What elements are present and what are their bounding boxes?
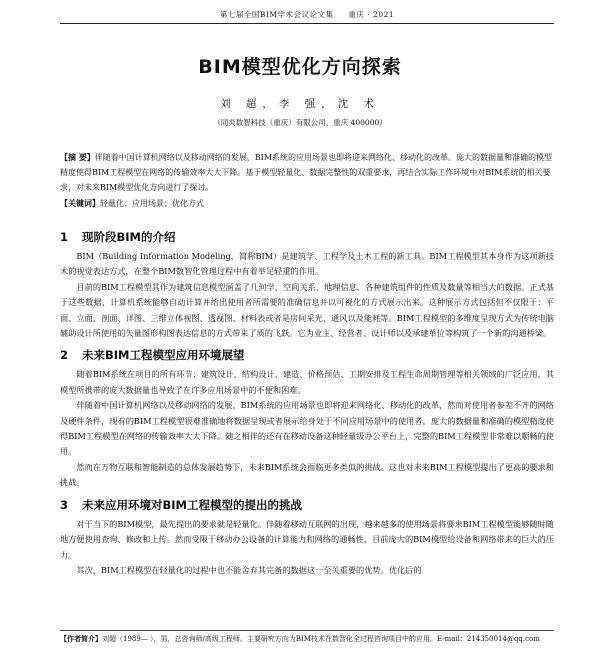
article-body [60, 150, 554, 578]
abstract-text: 伴随着中国计算机网络以及移动网络的发展，BIM系统的应用场景也即将迎来网络化、移动化的改革。庞大的数据量和准确的模型精度使得BIM工程模型在网络的传输效率大大下降。基于模型轻量化、数据完整性的双重要求，再结合实际工作环境中对BIM系统的相关要求，对未来BIM模型优化方向进行了探讨。 [60, 153, 553, 192]
keywords [60, 197, 554, 211]
paragraph: BIM（Building Information Modeling，简称BIM）是建筑学、工程学及土木工程的新工具。BIM工程模型其本身作为这项新技术的视觉表达方式，在整个BIM数智化管理过程中有着举足轻重的作用。 [60, 251, 554, 277]
conference-name: 第七届全国BIM学术会议论文集 [219, 10, 334, 19]
section-2 [60, 347, 554, 490]
footnote-text: 刘超（1989— ），男，总咨询师/高级工程师。主要研究方向为BIM技术在数智化全过程咨询项目中的应用。E-mail：214350014@qq.com [102, 635, 540, 643]
section-title: 未来应用环境对BIM工程模型的提出的挑战 [82, 497, 302, 512]
paragraph: 然而在万物互联和智能制造的总体发展趋势下，未来BIM系统会面临更多类似的挑战。这也对未来BIM工程模型提出了更高的要求和挑战。 [60, 461, 554, 488]
keywords-text: 轻量化；应用场景；优化方式 [100, 199, 204, 208]
paragraph: 伴随着中国计算机网络以及移动网络的发展，BIM系统的应用场景也即将迎来网络化、移动化的改革，然而对使用者参差不齐的网络及硬件条件，现有的BIM工程模型很难准确地将数据呈现或者展示给身处于不同应用场景中的使用者。庞大的数据量和准确的模型精度使得BIM工程模型在网络的传输效率大大下降。随之相伴的还有在移动设备这种轻量级办公平台上，完整的BIM工程模型非常难以顺畅的使用。 [60, 400, 554, 457]
section-heading [60, 497, 554, 513]
section-heading [60, 229, 554, 245]
section-3 [60, 497, 554, 579]
running-header [60, 9, 554, 24]
author-footnote [60, 630, 554, 644]
paragraph: 随着BIM系统在项目的所有环节：建筑设计、结构设计、建造、价格预估、工期安排及工程生命周期管理等相关领域的广泛应用，其模型所携带的庞大数据量也导致了在许多应用场景中的不便和困难。 [60, 369, 554, 395]
section-number: 2 [60, 348, 69, 363]
author-list: 刘 超，李 强，沈 术 [219, 98, 380, 110]
section-1 [60, 229, 554, 341]
section-title: 未来BIM工程模型应用环境展望 [82, 348, 245, 363]
section-number: 3 [60, 497, 69, 512]
section-number: 1 [60, 230, 69, 244]
abstract [60, 150, 554, 195]
keywords-label: 【关键词】 [60, 199, 100, 208]
section-heading [60, 347, 554, 363]
section-title: 现阶段BIM的介绍 [82, 230, 176, 244]
location-year: 重庆 · 2021 [348, 10, 395, 19]
abstract-label: 【摘 要】 [60, 153, 95, 162]
affiliation: （同炎数智科技（重庆）有限公司，重庆 400000） [213, 118, 387, 127]
footnote-label: 【作者简介】 [60, 635, 102, 643]
paragraph: 其次，BIM工程模型在轻量化的过程中也不能舍弃其完备的数据这一至关重要的优势。优化后的 [76, 564, 422, 575]
paper-title: BIM模型优化方向探索 [198, 56, 402, 78]
paragraph: 对于当下的BIM模型，最先提出的要求就是轻量化。伴随着移动互联网的出现，越来越多的使用场景将要求BIM工程模型能够随时随地方便使用查询、修改和上传。然而受限于移动办公设备的计算能力和网络的通畅性，目前庞大的BIM模型给设备和网络带来的巨大的压力。 [60, 518, 554, 560]
paragraph: 目前的BIM工程模型其作为建筑信息模型涵盖了几何学、空间关系、地理信息、各种建筑组件的性质及数量等相当大的数据。正式基于这些数据，计算机系统能够自动计算并给出使用者所需要的准确信息并以可视化的方式展示出来。这种展示方式包括但不仅限于：平面、立面、剖面、详图、三维立体视图、透视图、材料表或者是房间采光、通风以及能耗等。BIM工程模型的多维度呈现方式为传统电脑辅助设计所使用的矢量图形构图表达信息的方式带来了质的飞跃。它为业主、经营者、设计师以及承建单位等构筑了一个新的沟通桥梁。 [60, 281, 554, 339]
